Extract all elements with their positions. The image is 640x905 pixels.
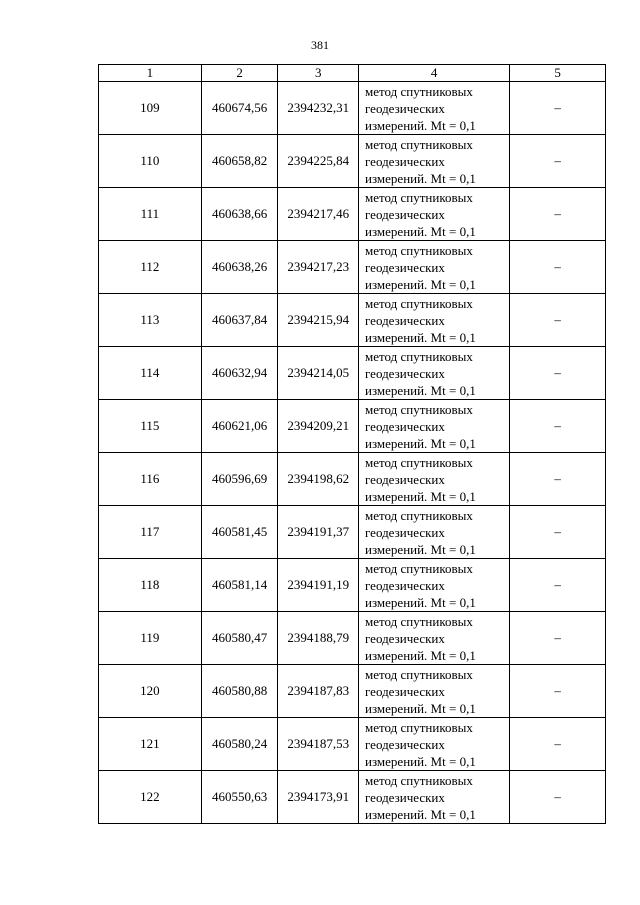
method-line: измерений. Mt = 0,1 <box>365 223 476 239</box>
x-coordinate-cell: 460638,26 <box>201 241 278 294</box>
method-line: метод спутниковых <box>365 666 473 682</box>
y-coordinate-cell: 2394215,94 <box>278 294 359 347</box>
table-row <box>99 453 606 506</box>
x-coordinate-cell: 460674,56 <box>201 82 278 135</box>
method-cell <box>359 559 510 612</box>
method-cell <box>359 188 510 241</box>
method-cell <box>359 294 510 347</box>
x-coordinate-cell: 460638,66 <box>201 188 278 241</box>
method-line: геодезических <box>365 365 445 381</box>
y-coordinate-cell: 2394209,21 <box>278 400 359 453</box>
table-row <box>99 294 606 347</box>
table-row <box>99 771 606 824</box>
method-cell <box>359 665 510 718</box>
method-line: измерений. Mt = 0,1 <box>365 647 476 663</box>
method-line: измерений. Mt = 0,1 <box>365 435 476 451</box>
method-cell <box>359 400 510 453</box>
method-cell <box>359 453 510 506</box>
y-coordinate-cell: 2394198,62 <box>278 453 359 506</box>
method-cell <box>359 612 510 665</box>
point-number-cell: 113 <box>99 294 202 347</box>
point-number-cell: 119 <box>99 612 202 665</box>
method-line: метод спутниковых <box>365 295 473 311</box>
y-coordinate-cell: 2394225,84 <box>278 135 359 188</box>
y-coordinate-cell: 2394217,46 <box>278 188 359 241</box>
method-line: метод спутниковых <box>365 242 473 258</box>
y-coordinate-cell: 2394173,91 <box>278 771 359 824</box>
x-coordinate-cell: 460581,45 <box>201 506 278 559</box>
x-coordinate-cell: 460621,06 <box>201 400 278 453</box>
method-line: метод спутниковых <box>365 454 473 470</box>
method-line: измерений. Mt = 0,1 <box>365 594 476 610</box>
x-coordinate-cell: 460550,63 <box>201 771 278 824</box>
coordinates-table <box>98 64 606 824</box>
note-cell: – <box>510 347 606 400</box>
table-body <box>99 65 606 824</box>
method-line: измерений. Mt = 0,1 <box>365 753 476 769</box>
x-coordinate-cell: 460596,69 <box>201 453 278 506</box>
method-line: измерений. Mt = 0,1 <box>365 276 476 292</box>
method-line: метод спутниковых <box>365 772 473 788</box>
point-number-cell: 121 <box>99 718 202 771</box>
method-line: геодезических <box>365 524 445 540</box>
table-row <box>99 718 606 771</box>
point-number-cell: 114 <box>99 347 202 400</box>
method-line: метод спутниковых <box>365 401 473 417</box>
x-coordinate-cell: 460632,94 <box>201 347 278 400</box>
method-line: геодезических <box>365 683 445 699</box>
x-coordinate-cell: 460581,14 <box>201 559 278 612</box>
method-line: метод спутниковых <box>365 560 473 576</box>
method-line: метод спутниковых <box>365 83 473 99</box>
method-line: метод спутниковых <box>365 136 473 152</box>
page-number: 381 <box>311 38 329 52</box>
table-row <box>99 188 606 241</box>
y-coordinate-cell: 2394232,31 <box>278 82 359 135</box>
method-cell <box>359 82 510 135</box>
method-line: геодезических <box>365 789 445 805</box>
note-cell: – <box>510 400 606 453</box>
point-number-cell: 112 <box>99 241 202 294</box>
point-number-cell: 117 <box>99 506 202 559</box>
method-line: измерений. Mt = 0,1 <box>365 170 476 186</box>
y-coordinate-cell: 2394187,83 <box>278 665 359 718</box>
table-row <box>99 400 606 453</box>
method-line: геодезических <box>365 259 445 275</box>
note-cell: – <box>510 665 606 718</box>
y-coordinate-cell: 2394214,05 <box>278 347 359 400</box>
y-coordinate-cell: 2394191,19 <box>278 559 359 612</box>
method-line: геодезических <box>365 577 445 593</box>
y-coordinate-cell: 2394188,79 <box>278 612 359 665</box>
column-header: 2 <box>201 65 278 82</box>
method-line: геодезических <box>365 418 445 434</box>
method-line: геодезических <box>365 100 445 116</box>
method-line: геодезических <box>365 630 445 646</box>
column-header: 1 <box>99 65 202 82</box>
x-coordinate-cell: 460580,88 <box>201 665 278 718</box>
method-line: измерений. Mt = 0,1 <box>365 488 476 504</box>
note-cell: – <box>510 718 606 771</box>
note-cell: – <box>510 612 606 665</box>
method-line: метод спутниковых <box>365 613 473 629</box>
x-coordinate-cell: 460580,24 <box>201 718 278 771</box>
note-cell: – <box>510 559 606 612</box>
table-row <box>99 612 606 665</box>
note-cell: – <box>510 294 606 347</box>
method-line: измерений. Mt = 0,1 <box>365 382 476 398</box>
table-row <box>99 135 606 188</box>
point-number-cell: 120 <box>99 665 202 718</box>
method-cell <box>359 347 510 400</box>
method-line: измерений. Mt = 0,1 <box>365 329 476 345</box>
method-line: измерений. Mt = 0,1 <box>365 700 476 716</box>
column-header: 3 <box>278 65 359 82</box>
y-coordinate-cell: 2394217,23 <box>278 241 359 294</box>
method-line: метод спутниковых <box>365 507 473 523</box>
method-line: геодезических <box>365 312 445 328</box>
y-coordinate-cell: 2394187,53 <box>278 718 359 771</box>
header-row <box>99 65 606 82</box>
x-coordinate-cell: 460658,82 <box>201 135 278 188</box>
method-line: геодезических <box>365 471 445 487</box>
method-line: измерений. Mt = 0,1 <box>365 541 476 557</box>
table-row <box>99 347 606 400</box>
point-number-cell: 109 <box>99 82 202 135</box>
x-coordinate-cell: 460580,47 <box>201 612 278 665</box>
point-number-cell: 111 <box>99 188 202 241</box>
y-coordinate-cell: 2394191,37 <box>278 506 359 559</box>
method-line: метод спутниковых <box>365 348 473 364</box>
note-cell: – <box>510 453 606 506</box>
note-cell: – <box>510 771 606 824</box>
point-number-cell: 122 <box>99 771 202 824</box>
point-number-cell: 110 <box>99 135 202 188</box>
method-line: измерений. Mt = 0,1 <box>365 806 476 822</box>
method-cell <box>359 718 510 771</box>
method-line: измерений. Mt = 0,1 <box>365 117 476 133</box>
point-number-cell: 115 <box>99 400 202 453</box>
method-cell <box>359 506 510 559</box>
method-line: метод спутниковых <box>365 189 473 205</box>
method-cell <box>359 241 510 294</box>
method-line: геодезических <box>365 206 445 222</box>
column-header: 5 <box>510 65 606 82</box>
note-cell: – <box>510 82 606 135</box>
table-row <box>99 82 606 135</box>
table-row <box>99 241 606 294</box>
table-row <box>99 665 606 718</box>
table-row <box>99 559 606 612</box>
point-number-cell: 116 <box>99 453 202 506</box>
note-cell: – <box>510 506 606 559</box>
note-cell: – <box>510 188 606 241</box>
point-number-cell: 118 <box>99 559 202 612</box>
method-line: геодезических <box>365 736 445 752</box>
table-row <box>99 506 606 559</box>
note-cell: – <box>510 241 606 294</box>
method-line: геодезических <box>365 153 445 169</box>
method-cell <box>359 771 510 824</box>
note-cell: – <box>510 135 606 188</box>
method-cell <box>359 135 510 188</box>
column-header: 4 <box>359 65 510 82</box>
method-line: метод спутниковых <box>365 719 473 735</box>
x-coordinate-cell: 460637,84 <box>201 294 278 347</box>
